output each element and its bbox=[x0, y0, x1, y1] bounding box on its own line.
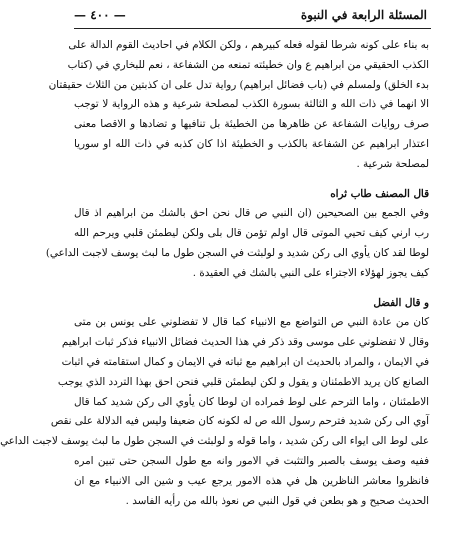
text-line: صرف روايات الشفاعة عن ظاهرها من الخطيئة بل تنافيها و تضادها و الاقصا معنى bbox=[74, 118, 429, 131]
text-line: في الايمان ، والمراد بالحديث ان ابراهيم مع ثباته في الايمان و كمال استقامته في اثبات bbox=[61, 355, 429, 368]
text-line: اعتذار ابراهيم عن الشفاعة بالكذب و الخطيئة اذا كان كذبه في ذات الله او سوريا bbox=[74, 137, 429, 150]
text-line: وفي الجمع بين الصحيحين (ان النبي ص قال نحن احق بالشك من ابراهيم اذ قال bbox=[74, 207, 429, 220]
text-line: لمصلحة شرعية . bbox=[356, 157, 429, 170]
text-line: به بناء على كونه شرطا لقوله فعله كبيرهم ، ولكن الكلام في احاديث القوم الدالة على bbox=[68, 39, 429, 51]
text-line: بدء الخلق) ولمسلم في (باب فضائل ابراهيم) رواية تدل على ان كذبتين من الثلاث حقيقتان bbox=[48, 78, 429, 91]
page-body bbox=[0, 36, 429, 511]
text-line: كيف يجوز لهؤلاء الاجتراء على النبي بالشك في العقيدة . bbox=[192, 266, 429, 279]
page-header bbox=[74, 6, 431, 29]
text-line: الصانع كان يريد الاطمئنان و يقول و لكن ليطمئن قلبي فنحن احق بهذا التردد الذي يوجب bbox=[57, 375, 429, 388]
text-line: الحديث صحيح و هو بطعن في قول النبي ص نعوذ بالله من رأيه الفاسد . bbox=[125, 494, 429, 507]
text-line: ففيه وصف يوسف بالصبر والتثبت في الامور وانه مع طول السجن حتى تبين امره bbox=[74, 454, 429, 467]
section-heading: قال المصنف طاب ثراه bbox=[330, 187, 429, 200]
text-line: الا انهما في ذات الله و الثالثة بسورة الكذب لمصلحة شرعية و هذه الرواية لا توجب bbox=[74, 98, 429, 111]
text-line: وقال لا تفضلوني على موسى وقد ذكر في هذا الحديث فضائل الانبياء فذكر ثبات ابراهيم bbox=[61, 336, 429, 349]
paragraph-gap bbox=[74, 284, 429, 294]
section-heading: و قال الفضل bbox=[373, 296, 429, 309]
running-title: المسئلة الرابعة في النبوة bbox=[300, 8, 427, 22]
text-line: الاطمئنان ، واما الترحم على لوط فمراده ان لوطا كان يأوي الى ركن شديد كما قال bbox=[74, 395, 429, 408]
text-line: رب ارني كيف تحيي الموتى قال اولم تؤمن قال بلى ولكن ليطمئن قلبي ويرحم الله bbox=[74, 227, 429, 240]
text-line: لوطا لقد كان يأوي الى ركن شديد و لولبثت في السجن طول ما لبث يوسف لاجبت الداعي) bbox=[45, 246, 429, 259]
text-line: كان من عادة النبي ص التواضع مع الانبياء كما قال لا تفضلوني على يونس بن متى bbox=[74, 316, 429, 329]
text-line: الكذب الحقيقي من ابراهيم ع وان خطيئته تمنعه من الشفاعة ، نعم للبخاري في (كتاب bbox=[67, 58, 429, 71]
text-line: على لوط الى ايواء الى ركن شديد ، واما قوله و لولبثت في السجن طول ما لبث يوسف لاجبت الداعي bbox=[0, 435, 429, 448]
text-line: فانظروا معاشر الناظرين هل في هذه الامور يرجع عيب و شين الى الانبياء مع ان bbox=[74, 474, 429, 487]
paragraph-gap bbox=[74, 175, 429, 185]
text-line: آوي الى ركن شديد فترحم رسول الله ص له لكونه كان ضعيفا وليس فيه الدلالة على نقص bbox=[50, 415, 429, 428]
page-number: — ٤٠٠ — bbox=[74, 8, 126, 22]
